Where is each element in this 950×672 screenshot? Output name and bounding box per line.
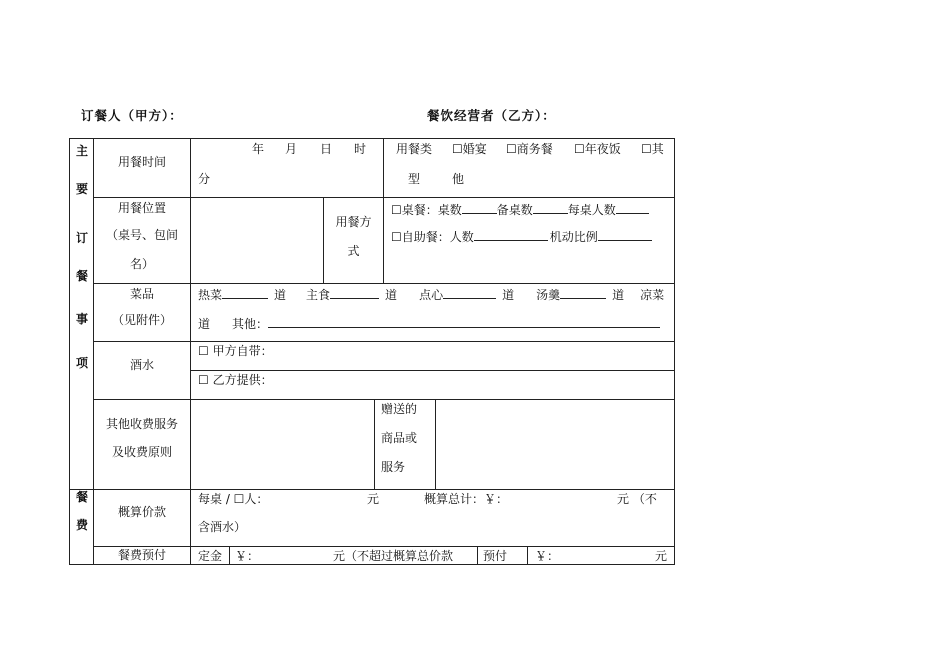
dishes-line-1	[198, 286, 664, 302]
table-border-right	[674, 138, 675, 565]
buffet-line	[391, 228, 652, 244]
estimate-total-yuan: 元 （不	[617, 492, 657, 506]
prepay-yen: ￥：	[535, 549, 560, 563]
meal-mode-label-1: 用餐方	[335, 215, 372, 229]
staple-blank[interactable]	[330, 286, 379, 299]
dessert-unit: 道	[502, 288, 515, 302]
other-services-label-2: 及收费原则	[111, 445, 172, 459]
option-other[interactable]: ☐其	[641, 142, 664, 156]
option-new-year[interactable]: ☐年夜饭	[574, 142, 621, 156]
col-divider-location-mode	[323, 197, 324, 283]
table-border-top	[69, 138, 675, 139]
meal-type-label-2: 型	[408, 172, 421, 186]
estimate-label: 概算价款	[117, 505, 166, 519]
staple-unit: 道	[385, 288, 398, 302]
meal-time-label: 用餐时间	[117, 155, 166, 169]
month-label: 月	[285, 142, 298, 156]
drinks-own-option[interactable]: ☐ 甲方自带：	[198, 344, 273, 358]
day-label: 日	[320, 142, 333, 156]
table-meal-count-label[interactable]: ☐桌餐：桌数	[391, 203, 462, 217]
minute-label: 分	[198, 172, 211, 186]
deposit-yen: ￥：	[235, 549, 260, 563]
hot-dish-label: 热菜	[198, 288, 223, 302]
hot-dish-blank[interactable]	[222, 286, 268, 299]
dessert-label: 点心	[419, 288, 444, 302]
location-label-2: （桌号、包间	[105, 228, 178, 242]
col-divider-label	[190, 138, 191, 565]
soup-label: 汤羹	[536, 288, 561, 302]
side-fee-char-1: 餐	[76, 490, 89, 504]
side-char-1: 主	[76, 144, 89, 158]
location-label-1: 用餐位置	[117, 201, 166, 215]
col-divider-gift-value	[435, 399, 436, 489]
buffer-ratio-label: 机动比例	[549, 230, 598, 244]
col-divider-prepay	[477, 546, 478, 565]
buffer-ratio-blank[interactable]	[598, 228, 652, 241]
prepay-label: 餐费预付	[117, 548, 166, 562]
row-divider-drinks	[190, 370, 675, 371]
row-divider-2	[93, 283, 675, 284]
per-unit-yuan: 元	[367, 492, 380, 506]
buffet-count-blank[interactable]	[474, 228, 548, 241]
gift-label-2: 商品或	[381, 431, 418, 445]
table-border-bottom	[69, 564, 675, 565]
side-char-6: 项	[76, 356, 89, 370]
buffet-count-label[interactable]: ☐自助餐：人数	[391, 230, 474, 244]
cold-dish-unit: 道	[198, 317, 211, 331]
side-char-3: 订	[76, 231, 89, 245]
col-divider-prepay-value	[527, 546, 528, 565]
other-services-label-1: 其他收费服务	[105, 417, 178, 431]
row-divider-4	[93, 399, 675, 400]
cold-dish-label: 凉菜	[640, 288, 665, 302]
col-divider-deposit	[229, 546, 230, 565]
side-char-4: 餐	[76, 269, 89, 283]
spare-table-label: 备桌数	[496, 203, 533, 217]
party-b-label: 餐饮经营者（乙方）：	[427, 108, 556, 123]
spare-table-blank[interactable]	[533, 201, 568, 214]
per-unit-label: 每桌 / ☐人：	[198, 492, 269, 506]
other-dishes-blank[interactable]	[268, 315, 660, 328]
soup-unit: 道	[612, 288, 625, 302]
order-form-table	[69, 138, 674, 564]
other-dishes-label: 其他：	[232, 317, 269, 331]
drinks-provided-option[interactable]: ☐ 乙方提供：	[198, 373, 273, 387]
gift-label-3: 服务	[381, 460, 406, 474]
dessert-blank[interactable]	[443, 286, 496, 299]
gift-label-1: 赠送的	[381, 402, 418, 416]
dishes-label-1: 菜品	[129, 287, 154, 301]
row-divider-6	[93, 546, 675, 547]
col-divider-mode-options	[383, 197, 384, 283]
meal-mode-label-2: 式	[347, 244, 360, 258]
table-count-blank[interactable]	[462, 201, 497, 214]
side-char-2: 要	[76, 182, 89, 196]
dishes-label-2: （见附件）	[111, 313, 172, 327]
year-label: 年	[252, 142, 265, 156]
row-divider-1	[93, 197, 675, 198]
per-table-label: 每桌人数	[567, 203, 616, 217]
option-business[interactable]: ☐商务餐	[506, 142, 553, 156]
location-label-3: 名）	[129, 257, 154, 271]
row-divider-3	[93, 341, 675, 342]
side-char-5: 事	[76, 312, 89, 326]
deposit-label: 定金	[198, 549, 223, 563]
col-divider-gift	[374, 399, 375, 489]
estimate-total-label: 概算总计：￥：	[424, 492, 509, 506]
table-meal-line	[391, 201, 649, 217]
option-other-cont: 他	[452, 172, 465, 186]
per-table-blank[interactable]	[616, 201, 649, 214]
meal-type-label-1: 用餐类	[395, 142, 432, 156]
table-border-left	[69, 138, 70, 565]
prepay-yuan: 元	[655, 549, 668, 563]
side-fee-char-2: 费	[76, 518, 89, 532]
drinks-label: 酒水	[129, 358, 154, 372]
row-divider-fee	[69, 489, 675, 490]
hour-label: 时	[354, 142, 367, 156]
dishes-line-2	[198, 315, 660, 331]
hot-dish-unit: 道	[274, 288, 287, 302]
soup-blank[interactable]	[560, 286, 606, 299]
deposit-note: 元（不超过概算总价款	[333, 549, 454, 563]
prepay-advance-label: 预付	[483, 549, 508, 563]
party-a-label: 订餐人（甲方）：	[81, 108, 183, 123]
staple-label: 主食	[306, 288, 331, 302]
estimate-note: 含酒水）	[198, 520, 247, 534]
option-wedding[interactable]: ☐婚宴	[452, 142, 487, 156]
